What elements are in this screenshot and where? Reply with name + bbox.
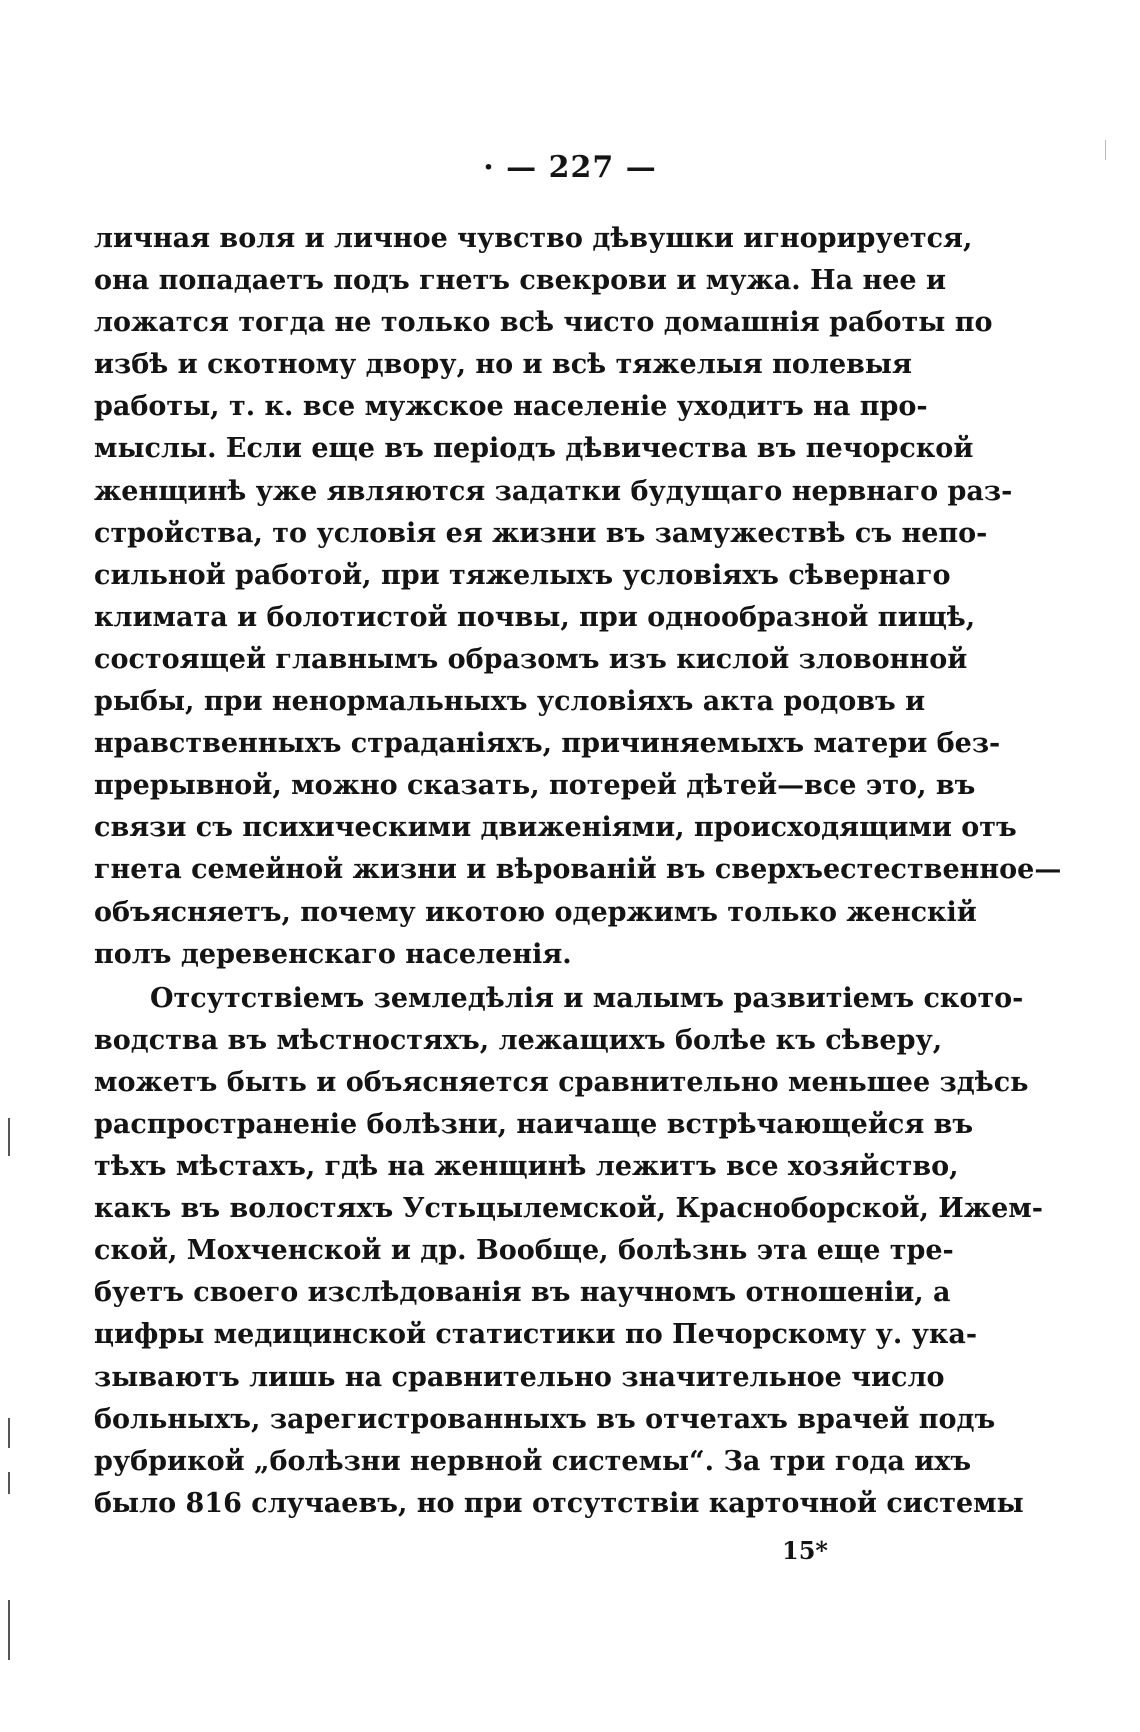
margin-scan-mark: [8, 1418, 10, 1448]
margin-scan-mark: [8, 1600, 10, 1660]
paragraph-end-line: полъ деревенскаго населенія.: [94, 938, 572, 970]
text-line: климата и болотистой почвы, при однообразной пищѣ,: [94, 601, 976, 633]
text-line: распространеніе болѣзни, наичаще встрѣчающейся въ: [94, 1108, 974, 1140]
margin-scan-mark: [8, 1472, 10, 1494]
body-text: [94, 218, 1062, 1525]
text-line: стройства, то условія ея жизни въ замужествѣ съ непо-: [94, 517, 988, 549]
margin-scan-mark: [8, 1118, 10, 1156]
text-line: женщинѣ уже являются задатки будущаго нервнаго раз-: [94, 475, 1013, 507]
text-line: связи съ психическими движеніями, происходящими отъ: [94, 812, 1017, 844]
text-line: нравственныхъ страданіяхъ, причиняемыхъ матери без-: [94, 728, 1001, 760]
text-line: какъ въ волостяхъ Устьцылемской, Красноборской, Ижем-: [94, 1193, 1043, 1225]
text-line: цифры медицинской статистики по Печорскому у. ука-: [94, 1319, 978, 1351]
text-line: было 816 случаевъ, но при отсутствіи карточной системы: [94, 1487, 1024, 1519]
page-number-header: · — 227 —: [483, 150, 657, 185]
text-line: избѣ и скотному двору, но и всѣ тяжелыя полевыя: [94, 349, 912, 381]
text-line: ской, Мохченской и др. Вообще, болѣзнь эта еще тре-: [94, 1235, 954, 1267]
text-line: тѣхъ мѣстахъ, гдѣ на женщинѣ лежитъ все хозяйство,: [94, 1151, 959, 1183]
text-line: буетъ своего изслѣдованія въ научномъ отношеніи, а: [94, 1277, 951, 1309]
text-line: водства въ мѣстностяхъ, лежащихъ болѣе къ сѣверу,: [94, 1024, 943, 1056]
text-line: личная воля и личное чувство дѣвушки игнорируется,: [94, 223, 973, 254]
text-line: состоящей главнымъ образомъ изъ кислой зловонной: [94, 643, 968, 675]
text-line: рыбы, при ненормальныхъ условіяхъ акта родовъ и: [94, 686, 926, 718]
text-line: объясняетъ, почему икотою одержимъ только женскій: [94, 896, 977, 928]
text-line: рубрикой „болѣзни нервной системы“. За три года ихъ: [94, 1445, 972, 1477]
text-line: больныхъ, зарегистрованныхъ въ отчетахъ врачей подъ: [94, 1403, 996, 1435]
text-line: можетъ быть и объясняется сравнительно меньшее здѣсь: [94, 1066, 1029, 1098]
text-line: работы, т. к. все мужское населеніе уходитъ на про-: [94, 391, 928, 423]
text-line: мыслы. Если еще въ періодъ дѣвичества въ печорской: [94, 433, 974, 465]
text-line: она попадаетъ подъ гнетъ свекрови и мужа. На нее и: [94, 265, 947, 297]
text-line: сильной работой, при тяжелыхъ условіяхъ сѣвернаго: [94, 559, 951, 591]
text-line: зываютъ лишь на сравнительно значительное число: [94, 1361, 945, 1393]
paragraph-first-line: Отсутствіемъ земледѣлія и малымъ развитіемъ ското-: [150, 982, 1024, 1014]
text-line: гнета семейной жизни и вѣрованій въ сверхъестественное—: [94, 854, 1062, 886]
signature-mark: 15*: [782, 1536, 828, 1565]
text-line: ложатся тогда не только всѣ чисто домашнія работы по: [94, 307, 993, 339]
text-line: прерывной, можно сказать, потерей дѣтей—все это, въ: [94, 770, 976, 802]
